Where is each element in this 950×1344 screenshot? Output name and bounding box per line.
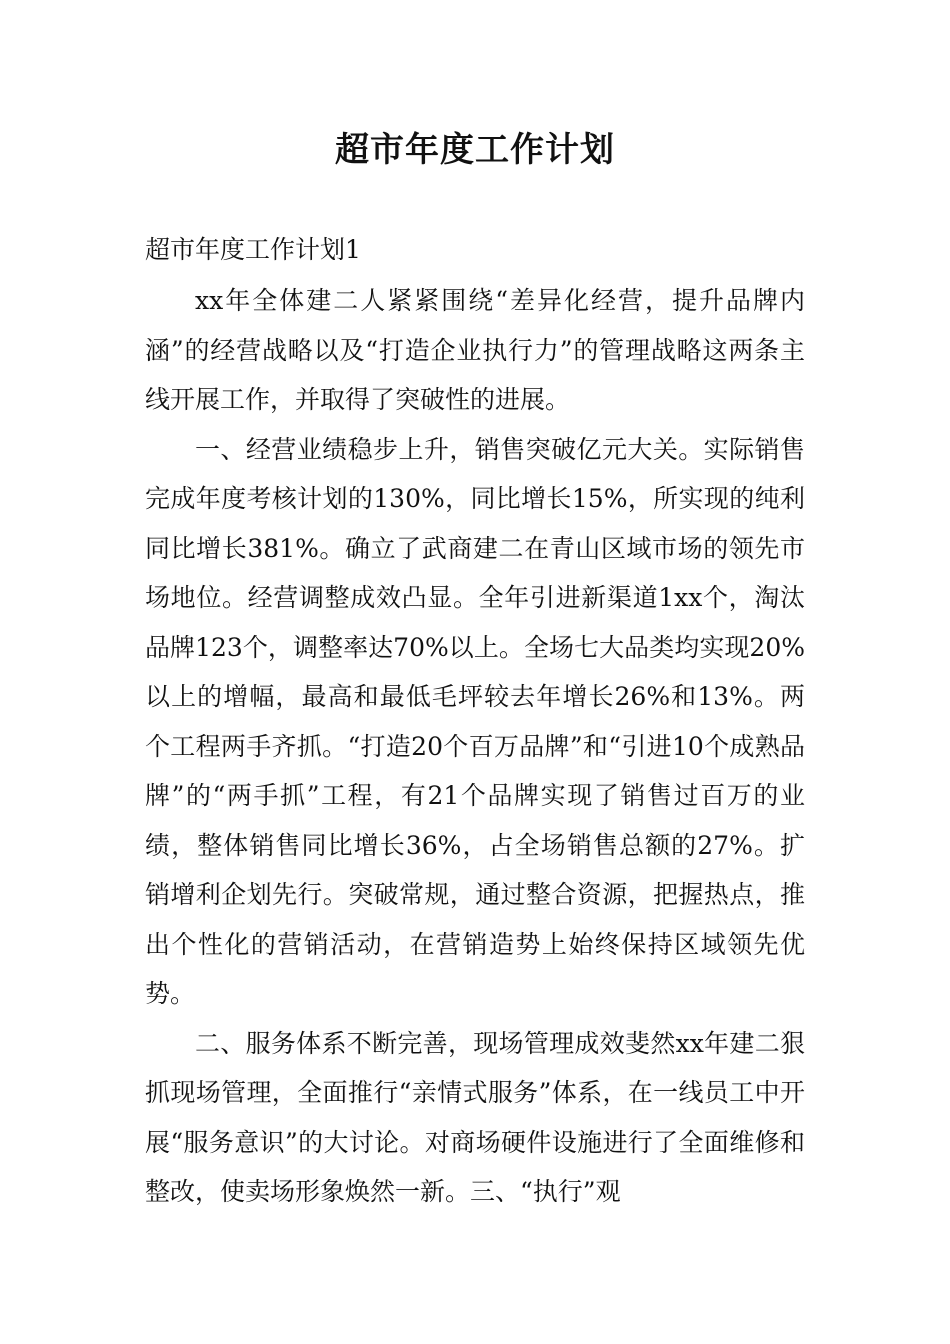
paragraph-intro: xx年全体建二人紧紧围绕“差异化经营，提升品牌内涵”的经营战略以及“打造企业执行力”的管理战略这两条主线开展工作，并取得了突破性的进展。 bbox=[145, 286, 805, 414]
document-body bbox=[145, 276, 805, 1217]
document-subtitle: 超市年度工作计划1 bbox=[145, 235, 361, 264]
paragraph-service-system: 二、服务体系不断完善，现场管理成效斐然xx年建二狠抓现场管理，全面推行“亲情式服务”体系，在一线员工中开展“服务意识”的大讨论。对商场硬件设施进行了全面维修和整改，使卖场形象焕然一新。三、“执行”观 bbox=[145, 1028, 805, 1206]
document-title: 超市年度工作计划 bbox=[335, 130, 615, 170]
paragraph-business-performance: 一、经营业绩稳步上升，销售突破亿元大关。实际销售完成年度考核计划的130%，同比增长15%，所实现的纯利同比增长381%。确立了武商建二在青山区域市场的领先市场地位。经营调整成效凸显。全年引进新渠道1xx个，淘汰品牌123个，调整率达70%以上。全场七大品类均实现20%以上的增幅，最高和最低毛坪较去年增长26%和13%。两个工程两手齐抓。“打造20个百万品牌”和“引进10个成熟品牌”的“两手抓”工程，有21个品牌实现了销售过百万的业绩，整体销售同比增长36%，占全场销售总额的27%。扩销增利企划先行。突破常规，通过整合资源，把握热点，推出个性化的营销活动，在营销造势上始终保持区域领先优势。 bbox=[145, 434, 805, 1008]
